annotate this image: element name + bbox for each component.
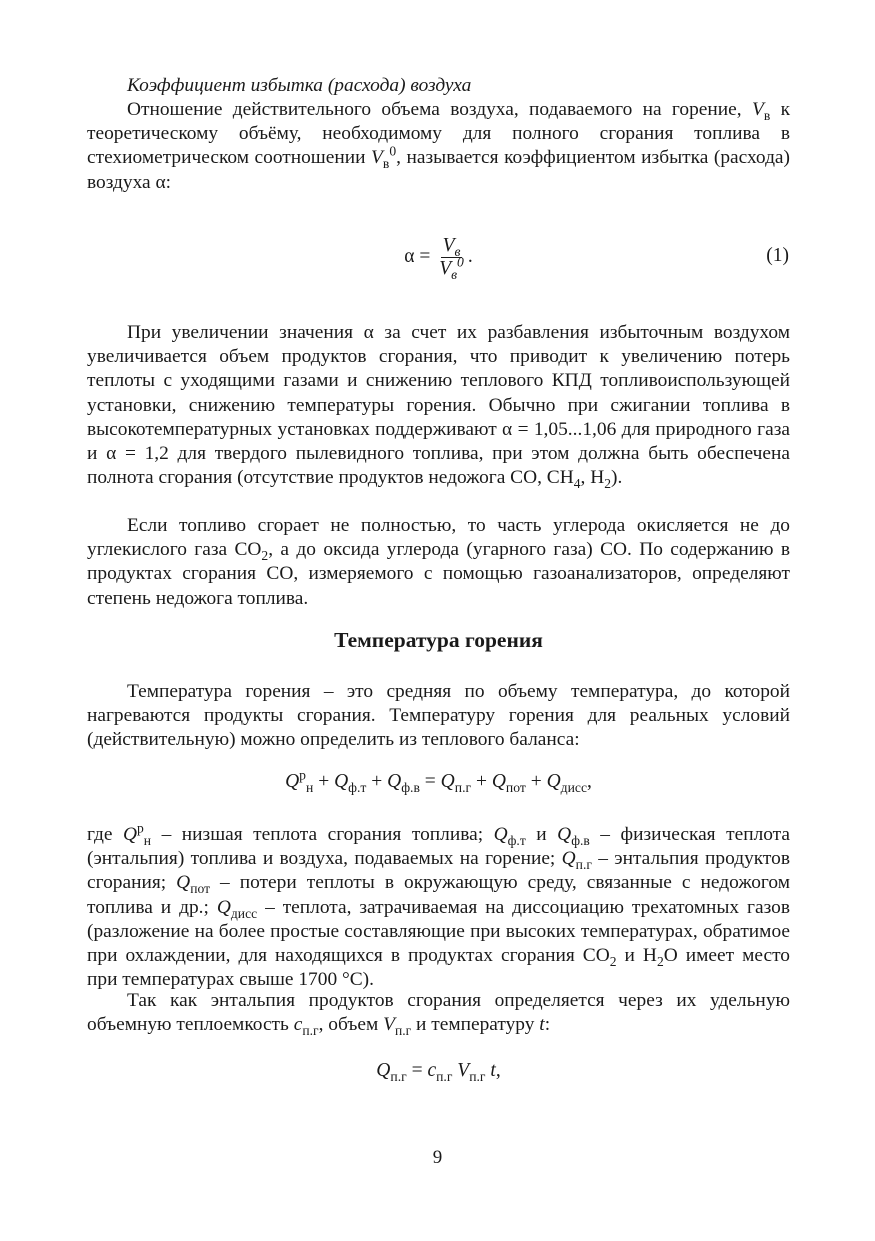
symbol-Q: Q — [176, 872, 191, 894]
text: , H — [580, 467, 605, 489]
symbol-V: V — [439, 258, 452, 279]
text: – энтальпия продуктов сгорания; — [87, 848, 790, 894]
text: Если топливо сгорает не полностью, то часть углерода окисляется не до углекислого газа CO — [87, 515, 790, 561]
subscript: пот — [505, 779, 526, 795]
text: O имеет место при температурах свыше 1700 °C). — [87, 945, 790, 991]
subscript: в — [763, 107, 771, 123]
operator: + — [471, 771, 492, 792]
subscript: 2 — [604, 476, 612, 492]
text: , объем — [318, 1014, 384, 1036]
text: : — [544, 1014, 551, 1036]
superscript: 0 — [389, 143, 397, 159]
text: – низшая теплота сгорания топлива; — [151, 824, 494, 845]
text: и H — [616, 945, 657, 967]
symbol-Q: Q — [493, 824, 508, 845]
fraction-denominator — [437, 254, 466, 282]
text: и температуру — [411, 1014, 540, 1036]
text: ). — [611, 467, 623, 489]
subscript: 2 — [261, 548, 269, 564]
text: Отношение действительного объема воздуха, подаваемого на горение, — [127, 99, 752, 120]
subscript: дисс — [560, 779, 588, 795]
symbol-Q: Q — [387, 771, 402, 792]
superscript: 0 — [457, 254, 464, 270]
paragraph-enthalpy — [87, 989, 790, 1037]
subscript: ф.в — [401, 779, 420, 795]
symbol-Q: Q — [491, 771, 506, 792]
subscript: в — [454, 243, 461, 259]
subscript: ф.т — [348, 779, 367, 795]
equation-enthalpy — [87, 1060, 790, 1082]
text: , называется коэффициентом избытка (расхода) воздуха α: — [87, 147, 790, 193]
text: – физическая теплота (энтальпия) топлива и воздуха, подаваемых на горение; — [87, 824, 791, 870]
symbol-c: c — [427, 1060, 437, 1081]
section-heading: Температура горения — [334, 628, 543, 652]
subscript: 4 — [573, 476, 581, 492]
paragraph-heat-balance-terms — [87, 820, 791, 992]
symbol-V: V — [457, 1060, 470, 1081]
symbol-Q: Q — [440, 771, 455, 792]
symbol-Q: Q — [216, 896, 231, 918]
symbol-Q: Q — [561, 848, 576, 870]
subscript: в — [382, 156, 390, 172]
paragraph-alpha-effect — [87, 321, 790, 490]
equation-number: (1) — [766, 245, 789, 266]
text: – потери теплоты в окружающую среду, связанные с недожогом топлива и др.; — [87, 872, 790, 918]
eq-lhs: α = — [404, 245, 436, 267]
symbol-Q: Q — [376, 1060, 391, 1081]
subscript: п.г — [469, 1068, 486, 1084]
text: к теоретическому объёму, необходимому для полного сгорания топлива в стехиометрическом соотношении — [87, 99, 790, 169]
operator: = — [419, 771, 441, 792]
operator: + — [525, 771, 547, 792]
text: и — [525, 824, 558, 845]
equation-1 — [87, 235, 790, 282]
symbol-V: V — [383, 1014, 395, 1036]
operator: + — [366, 771, 388, 792]
subscript: 2 — [609, 953, 617, 969]
equation-heat-balance — [87, 767, 790, 795]
text: – теплота, затрачиваемая на диссоциацию трехатомных газов (разложение на более простые составляющие при высоких температурах, обратимое при охлаждении, для находящихся в продуктах сгорания CO — [87, 896, 790, 967]
subscript: п.г — [454, 779, 472, 795]
paragraph-combustion-temperature: Температура горения – это средняя по объему температура, до которой нагреваются продукты сгорания. Температуру горения для реальных условий (действительную) можно определить из теплового баланса: — [87, 681, 790, 751]
superscript: р — [137, 820, 144, 836]
subscript: пот — [190, 881, 210, 897]
text: , а до оксида углерода (угарного газа) CO. По содержанию в продуктах сгорания CO, измеряемого с помощью газоанализаторов, определяют степень недожога топлива. — [87, 539, 790, 609]
subscript: п.г — [390, 1068, 407, 1084]
subscript: н — [306, 779, 314, 795]
paragraph-incomplete-combustion — [87, 514, 790, 611]
symbol-V: V — [371, 147, 383, 169]
symbol-Q: Q — [285, 771, 300, 792]
symbol-t: t — [490, 1060, 496, 1081]
paragraph-air-excess-definition — [87, 98, 790, 195]
symbol-V: V — [442, 235, 455, 256]
subscript: дисс — [230, 905, 258, 921]
subscript: п.г — [394, 1023, 412, 1039]
page-number: 9 — [432, 1147, 443, 1168]
subscript: п.г — [575, 857, 592, 873]
text: При увеличении значения α за счет их разбавления избыточным воздухом увеличивается объем продуктов сгорания, что приводит к увеличению потерь теплоты с уходящими газами и снижению теплового КПД топливоиспользующей установки, снижению температуры горения. Обычно при сжигании топлива в высокотемпературных установках поддерживают α = 1,05...1,06 для природного газа и α = 1,2 для твердого пылевидного топлива, при этом должна быть обеспечена полнота сгорания (отсутствие продуктов недожога CO, CH — [87, 322, 790, 489]
operator: = — [406, 1060, 428, 1081]
symbol-Q: Q — [546, 771, 561, 792]
section-title: Коэффициент избытка (расхода) воздуха — [127, 75, 472, 96]
text: Так как энтальпия продуктов сгорания определяется через их удельную объемную теплоемкость — [87, 990, 790, 1036]
operator: + — [313, 771, 335, 792]
subscript: ф.т — [507, 832, 526, 848]
symbol-V: V — [751, 99, 764, 120]
subscript: 2 — [656, 953, 664, 969]
eq-dot: . — [467, 245, 473, 267]
superscript: р — [299, 767, 306, 783]
subscript: в — [451, 266, 458, 282]
subscript: н — [143, 832, 152, 848]
symbol-t: t — [539, 1014, 545, 1036]
punctuation: , — [587, 771, 592, 792]
subscript: п.г — [436, 1068, 453, 1084]
symbol-Q: Q — [122, 824, 137, 845]
subscript: п.г — [302, 1023, 319, 1039]
text: где — [87, 824, 123, 845]
fraction — [437, 235, 466, 282]
subscript: ф.в — [571, 832, 590, 848]
symbol-c: c — [293, 1014, 303, 1036]
symbol-Q: Q — [557, 824, 572, 845]
punctuation: , — [495, 1060, 501, 1081]
symbol-Q: Q — [334, 771, 349, 792]
